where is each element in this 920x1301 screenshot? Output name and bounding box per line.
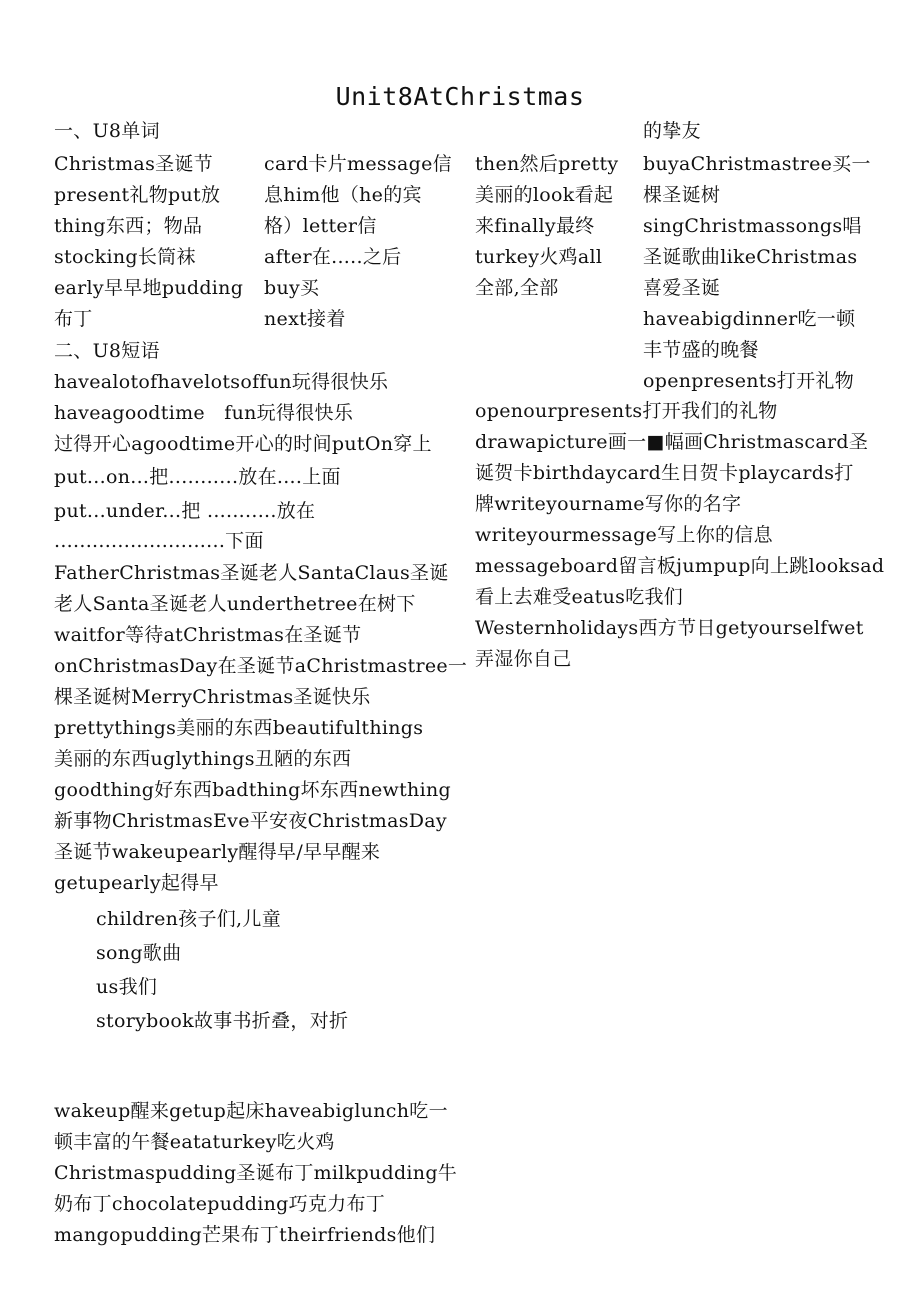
phrase-line: ...........................下面 xyxy=(54,530,264,552)
vocab-line: 布丁 xyxy=(54,308,93,330)
phrase-line: put...on...把...........放在....上面 xyxy=(54,466,341,488)
vocab-line: stocking长筒袜 xyxy=(54,246,196,268)
phrase-line: haveagoodtime fun玩得很快乐 xyxy=(54,402,354,424)
phrase-line: 的挚友 xyxy=(643,120,701,142)
vocab-line: turkey火鸡all xyxy=(475,246,603,268)
bottom-phrase-line: 奶布丁chocolatepudding巧克力布丁 xyxy=(54,1193,386,1215)
vocab-line: 格）letter信 xyxy=(264,215,377,237)
phrase-line: writeyourmessage写上你的信息 xyxy=(475,524,773,546)
phrase-line: drawapicture画一■幅画Christmascard圣 xyxy=(475,431,869,453)
indented-word: children孩子们,儿童 xyxy=(96,908,281,930)
phrase-line: onChristmasDay在圣诞节aChristmastree一 xyxy=(54,655,468,677)
section-heading-words: 一、U8单词 xyxy=(54,120,160,142)
phrase-line: getupearly起得早 xyxy=(54,872,219,894)
page-title: Unit8AtChristmas xyxy=(335,82,585,111)
phrase-line: 牌writeyourname写你的名字 xyxy=(475,493,742,515)
bottom-phrase-line: 顿丰富的午餐eataturkey吃火鸡 xyxy=(54,1131,335,1153)
phrase-line: Westernholidays西方节日getyourselfwet xyxy=(475,617,864,639)
phrase-line: singChristmassongs唱 xyxy=(643,215,862,237)
vocab-line: next接着 xyxy=(264,308,346,330)
phrase-line: 棵圣诞树 xyxy=(643,184,721,206)
vocab-line: thing东西；物品 xyxy=(54,215,203,237)
phrase-line: 看上去难受eatus吃我们 xyxy=(475,586,684,608)
phrase-line: 美丽的东西uglythings丑陋的东西 xyxy=(54,748,352,770)
phrase-line: 新事物ChristmasEve平安夜ChristmasDay xyxy=(54,810,447,832)
phrase-line: 老人Santa圣诞老人underthetree在树下 xyxy=(54,593,416,615)
phrase-line: messageboard留言板jumpup向上跳looksad xyxy=(475,555,885,577)
section-heading-phrases: 二、U8短语 xyxy=(54,340,160,362)
vocab-line: buy买 xyxy=(264,277,320,299)
vocab-line: present礼物put放 xyxy=(54,184,221,206)
vocab-line: then然后pretty xyxy=(475,153,619,175)
vocab-line: 美丽的look看起 xyxy=(475,184,614,206)
bottom-phrase-line: wakeup醒来getup起床haveabiglunch吃一 xyxy=(54,1100,448,1122)
phrase-line: waitfor等待atChristmas在圣诞节 xyxy=(54,624,362,646)
phrase-line: 过得开心agoodtime开心的时间putOn穿上 xyxy=(54,433,432,455)
phrase-line: prettythings美丽的东西beautifulthings xyxy=(54,717,424,739)
phrase-line: openourpresents打开我们的礼物 xyxy=(475,400,778,422)
indented-word: song歌曲 xyxy=(96,942,182,964)
vocab-line: after在.....之后 xyxy=(264,246,402,268)
phrase-line: 诞贺卡birthdaycard生日贺卡playcards打 xyxy=(475,462,854,484)
vocab-line: 全部,全部 xyxy=(475,277,559,299)
phrase-line: buyaChristmastree买一 xyxy=(643,153,871,175)
phrase-line: 喜爱圣诞 xyxy=(643,277,721,299)
bottom-phrase-line: mangopudding芒果布丁theirfriends他们 xyxy=(54,1224,436,1246)
phrase-line: 丰节盛的晚餐 xyxy=(643,339,759,361)
phrase-line: put...under...把 ...........放在 xyxy=(54,500,316,522)
phrase-line: 弄湿你自己 xyxy=(475,648,572,670)
vocab-line: early早早地pudding xyxy=(54,277,244,299)
phrase-line: FatherChristmas圣诞老人SantaClaus圣诞 xyxy=(54,562,449,584)
bottom-phrase-line: Christmaspudding圣诞布丁milkpudding牛 xyxy=(54,1162,458,1184)
vocab-line: card卡片message信 xyxy=(264,153,452,175)
phrase-line: havealotofhavelotsoffun玩得很快乐 xyxy=(54,371,389,393)
indented-word: storybook故事书折叠，对折 xyxy=(96,1010,349,1032)
phrase-line: 圣诞节wakeupearly醒得早/早早醒来 xyxy=(54,841,381,863)
phrase-line: 棵圣诞树MerryChristmas圣诞快乐 xyxy=(54,686,371,708)
vocab-line: 来finally最终 xyxy=(475,215,595,237)
phrase-line: goodthing好东西badthing坏东西newthing xyxy=(54,779,451,801)
vocab-line: Christmas圣诞节 xyxy=(54,153,214,175)
phrase-line: openpresents打开礼物 xyxy=(643,370,854,392)
indented-word: us我们 xyxy=(96,976,158,998)
vocab-line: 息him他（he的宾 xyxy=(264,184,422,206)
phrase-line: haveabigdinner吃一顿 xyxy=(643,308,856,330)
phrase-line: 圣诞歌曲likeChristmas xyxy=(643,246,858,268)
